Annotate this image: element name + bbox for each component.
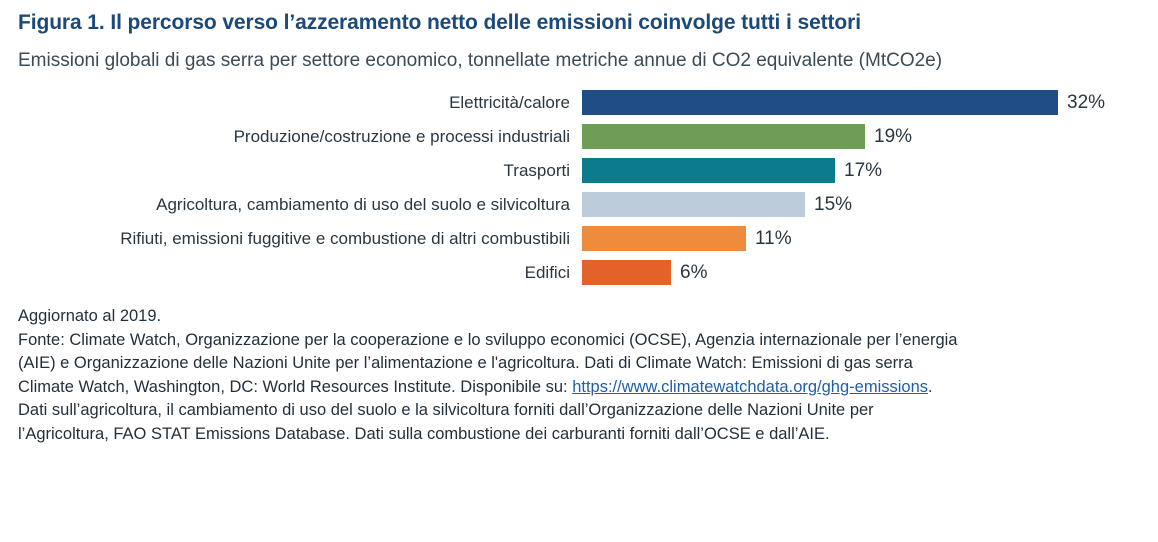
bar-segment <box>582 90 1058 115</box>
bar-value-label: 17% <box>844 159 883 181</box>
category-label: Produzione/costruzione e processi industriali <box>233 126 570 146</box>
bar-value-label: 19% <box>874 125 913 147</box>
figure-subtitle: Emissioni globali di gas serra per settore economico, tonnellate metriche annue di CO2 equivalente (MtCO2e) <box>18 50 943 71</box>
bar-value-label: 32% <box>1067 91 1106 113</box>
figure-container <box>0 10 1158 542</box>
category-label: Rifiuti, emissioni fuggitive e combustione di altri combustibili <box>120 228 570 248</box>
chart-row <box>18 124 1140 149</box>
bar-chart <box>18 90 1140 285</box>
bar-area <box>582 260 1140 285</box>
bar-segment <box>582 124 865 149</box>
bar-area <box>582 192 1140 217</box>
bar-area <box>582 124 1140 149</box>
chart-row <box>18 260 1140 285</box>
note-source-line-5: l’Agricoltura, FAO STAT Emissions Database. Dati sulla combustione dei carburanti forniti dall’OCSE e dall’AIE. <box>18 424 830 443</box>
chart-row <box>18 158 1140 183</box>
category-label: Edifici <box>524 262 570 282</box>
climatewatch-link[interactable]: https://www.climatewatchdata.org/ghg-emissions <box>572 377 929 396</box>
chart-row <box>18 192 1140 217</box>
chart-row <box>18 90 1140 115</box>
note-source-line-2: (AIE) e Organizzazione delle Nazioni Unite per l’alimentazione e l'agricoltura. Dati di Climate Watch: Emissioni di gas serra <box>18 354 913 372</box>
figure-title: Figura 1. Il percorso verso l’azzeramento netto delle emissioni coinvolge tutti i settori <box>18 11 861 34</box>
note-source-line-3-end: . <box>928 377 933 396</box>
bar-area <box>582 90 1140 115</box>
note-source-line-3-text: Climate Watch, Washington, DC: World Resources Institute. Disponibile su: <box>18 377 573 396</box>
category-label: Trasporti <box>503 160 570 180</box>
note-source-line-4: Dati sull’agricoltura, il cambiamento di uso del suolo e la silvicoltura forniti dall’Organizzazione delle Nazioni Unite per <box>18 401 874 419</box>
bar-value-label: 11% <box>755 227 792 249</box>
bar-segment <box>582 158 835 183</box>
note-updated: Aggiornato al 2019. <box>18 307 162 325</box>
bar-segment <box>582 192 805 217</box>
bar-segment <box>582 226 746 251</box>
category-label: Agricoltura, cambiamento di uso del suolo e silvicoltura <box>156 194 570 214</box>
chart-row <box>18 226 1140 251</box>
bar-segment <box>582 260 671 285</box>
note-source-line-1: Fonte: Climate Watch, Organizzazione per la cooperazione e lo sviluppo economici (OCSE), Agenzia internazionale per l’energia <box>18 330 958 349</box>
bar-area <box>582 226 1140 251</box>
figure-notes <box>18 305 1138 446</box>
note-source-line-3 <box>18 376 1138 400</box>
bar-value-label: 6% <box>680 261 708 283</box>
bar-value-label: 15% <box>814 193 853 215</box>
bar-area <box>582 158 1140 183</box>
category-label: Elettricità/calore <box>449 92 570 112</box>
